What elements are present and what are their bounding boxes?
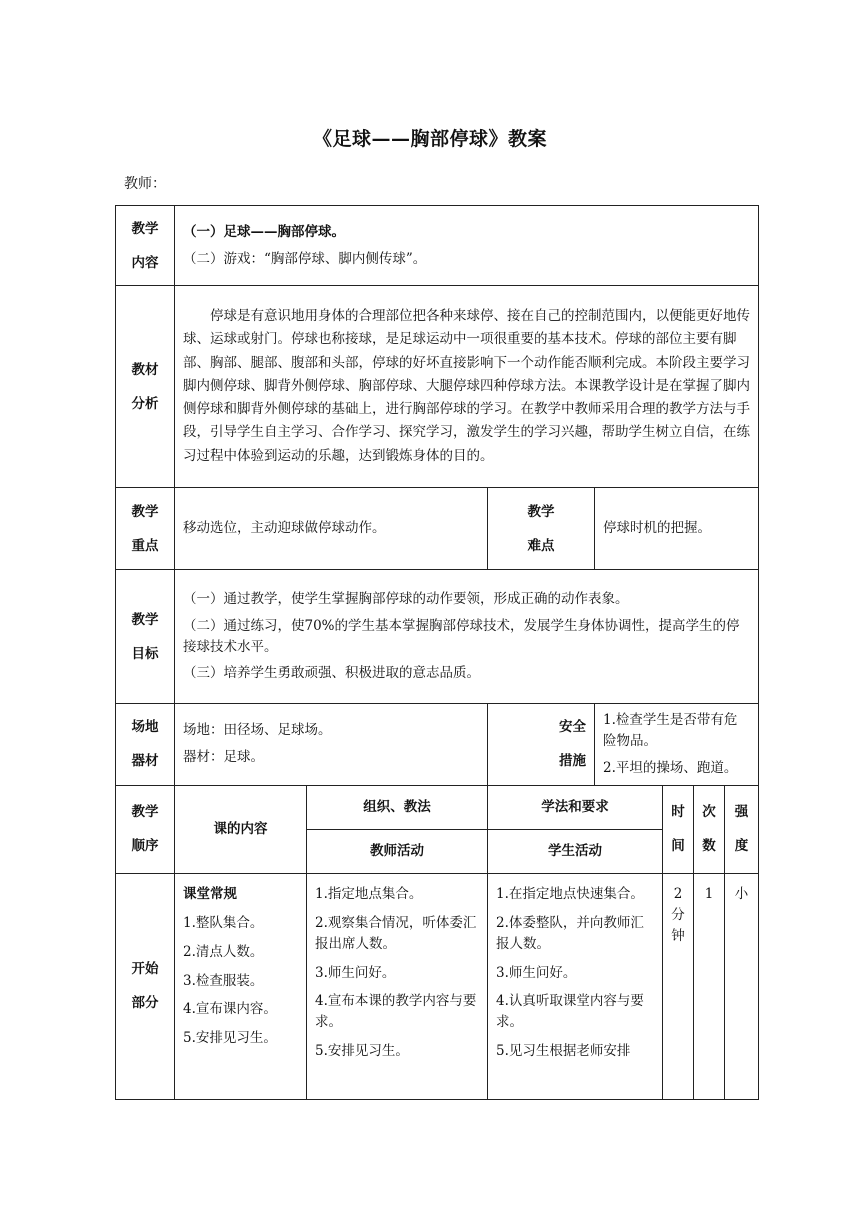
row-start <box>116 873 759 1099</box>
venue-line-2: 器材：足球。 <box>183 749 264 766</box>
teacher-label: 教师： <box>124 176 166 192</box>
row-keypoints <box>116 488 759 570</box>
start-content-item: 1.整队集合。 <box>183 914 264 931</box>
lesson-plan-table <box>115 205 759 1100</box>
start-teacher-item: 5.安排见习生。 <box>315 1043 409 1060</box>
label-analysis: 教材 分析 <box>116 286 175 488</box>
start-content <box>175 873 307 1099</box>
label-start: 开始 部分 <box>116 873 175 1099</box>
content-item-1: （一）足球——胸部停球。 <box>183 223 345 240</box>
keypoints-text: 移动选位，主动迎球做停球动作。 <box>175 488 488 570</box>
label-safety: 安全 措施 <box>488 704 595 786</box>
start-intensity: 小 <box>725 873 759 1099</box>
goal-3: （三）培养学生勇敢顽强、积极进取的意志品质。 <box>183 665 480 682</box>
header-method: 学法和要求 <box>488 785 663 829</box>
row-venue <box>116 704 759 786</box>
safety-line-2: 2.平坦的操场、跑道。 <box>603 759 738 776</box>
venue-line-1: 场地：田径场、足球场。 <box>183 722 332 739</box>
header-student-activity: 学生活动 <box>488 829 663 873</box>
content-item-2: （二）游戏：“胸部停球、脚内侧传球”。 <box>183 250 427 267</box>
row-content <box>116 206 759 286</box>
header-time: 时 间 <box>663 785 694 873</box>
label-content: 教学 内容 <box>116 206 175 286</box>
header-intensity: 强 度 <box>725 785 759 873</box>
start-content-item: 4.宣布课内容。 <box>183 1001 277 1018</box>
safety-line-1: 1.检查学生是否带有危险物品。 <box>603 712 738 749</box>
start-student <box>488 873 663 1099</box>
start-content-item: 5.安排见习生。 <box>183 1030 277 1047</box>
label-venue: 场地 器材 <box>116 704 175 786</box>
start-teacher-item: 3.师生问好。 <box>315 964 396 981</box>
start-content-item: 2.清点人数。 <box>183 943 264 960</box>
label-difficulty: 教学 难点 <box>488 488 595 570</box>
goal-1: （一）通过教学，使学生掌握胸部停球的动作要领，形成正确的动作表象。 <box>183 590 629 607</box>
start-content-title: 课堂常规 <box>183 885 237 902</box>
start-teacher <box>307 873 488 1099</box>
header-org: 组织、教法 <box>307 785 488 829</box>
row-goals <box>116 570 759 704</box>
header-order: 教学 顺序 <box>116 785 175 873</box>
label-goals: 教学 目标 <box>116 570 175 704</box>
header-count: 次 数 <box>694 785 725 873</box>
difficulty-text: 停球时机的把握。 <box>595 488 759 570</box>
header-content: 课的内容 <box>175 785 307 873</box>
start-teacher-item: 1.指定地点集合。 <box>315 885 423 902</box>
start-student-item: 1.在指定地点快速集合。 <box>496 885 644 902</box>
start-student-item: 4.认真听取课堂内容与要求。 <box>496 993 644 1031</box>
analysis-cell <box>175 286 759 488</box>
label-keypoints: 教学 重点 <box>116 488 175 570</box>
start-student-item: 3.师生问好。 <box>496 964 577 981</box>
start-teacher-item: 2.观察集合情况，听体委汇报出席人数。 <box>315 914 477 952</box>
goals-cell <box>175 570 759 704</box>
venue-cell <box>175 704 488 786</box>
header-teacher-activity: 教师活动 <box>307 829 488 873</box>
start-student-item: 2.体委整队，并向教师汇报人数。 <box>496 914 644 952</box>
goal-2: （二）通过练习，使70%的学生基本掌握胸部停球技术，发展学生身体协调性，提高学生的停接球技术水平。 <box>183 617 740 655</box>
start-student-item: 5.见习生根据老师安排 <box>496 1043 631 1060</box>
start-count: 1 <box>694 873 725 1099</box>
start-content-item: 3.检查服装。 <box>183 972 264 989</box>
header-row-1 <box>116 785 759 829</box>
page-title: 《足球——胸部停球》教案 <box>312 128 547 150</box>
safety-cell <box>595 704 759 786</box>
analysis-text: 停球是有意识地用身体的合理部位把各种来球停、接在自己的控制范围内，以便能更好地传球、运球或射门。停球也称接球，是足球运动中一项很重要的基本技术。停球的部位主要有脚部、胸部、腿部、腹部和头部，停球的好坏直接影响下一个动作能否顺利完成。本阶段主要学习脚内侧停球、脚背外侧停球、胸部停球、大腿停球四种停球方法。本课教学设计是在掌握了脚内侧停球和脚背外侧停球的基础上，进行胸部停球的学习。在教学中教师采用合理的教学方法与手段，引导学生自主学习、合作学习、探究学习，激发学生的学习兴趣，帮助学生树立自信，在练习过程中体验到运动的乐趣，达到锻炼身体的目的。 <box>183 308 750 464</box>
content-cell <box>175 206 759 286</box>
row-analysis <box>116 286 759 488</box>
start-teacher-item: 4.宣布本课的教学内容与要求。 <box>315 993 477 1031</box>
start-time: 2 分 钟 <box>663 873 694 1099</box>
